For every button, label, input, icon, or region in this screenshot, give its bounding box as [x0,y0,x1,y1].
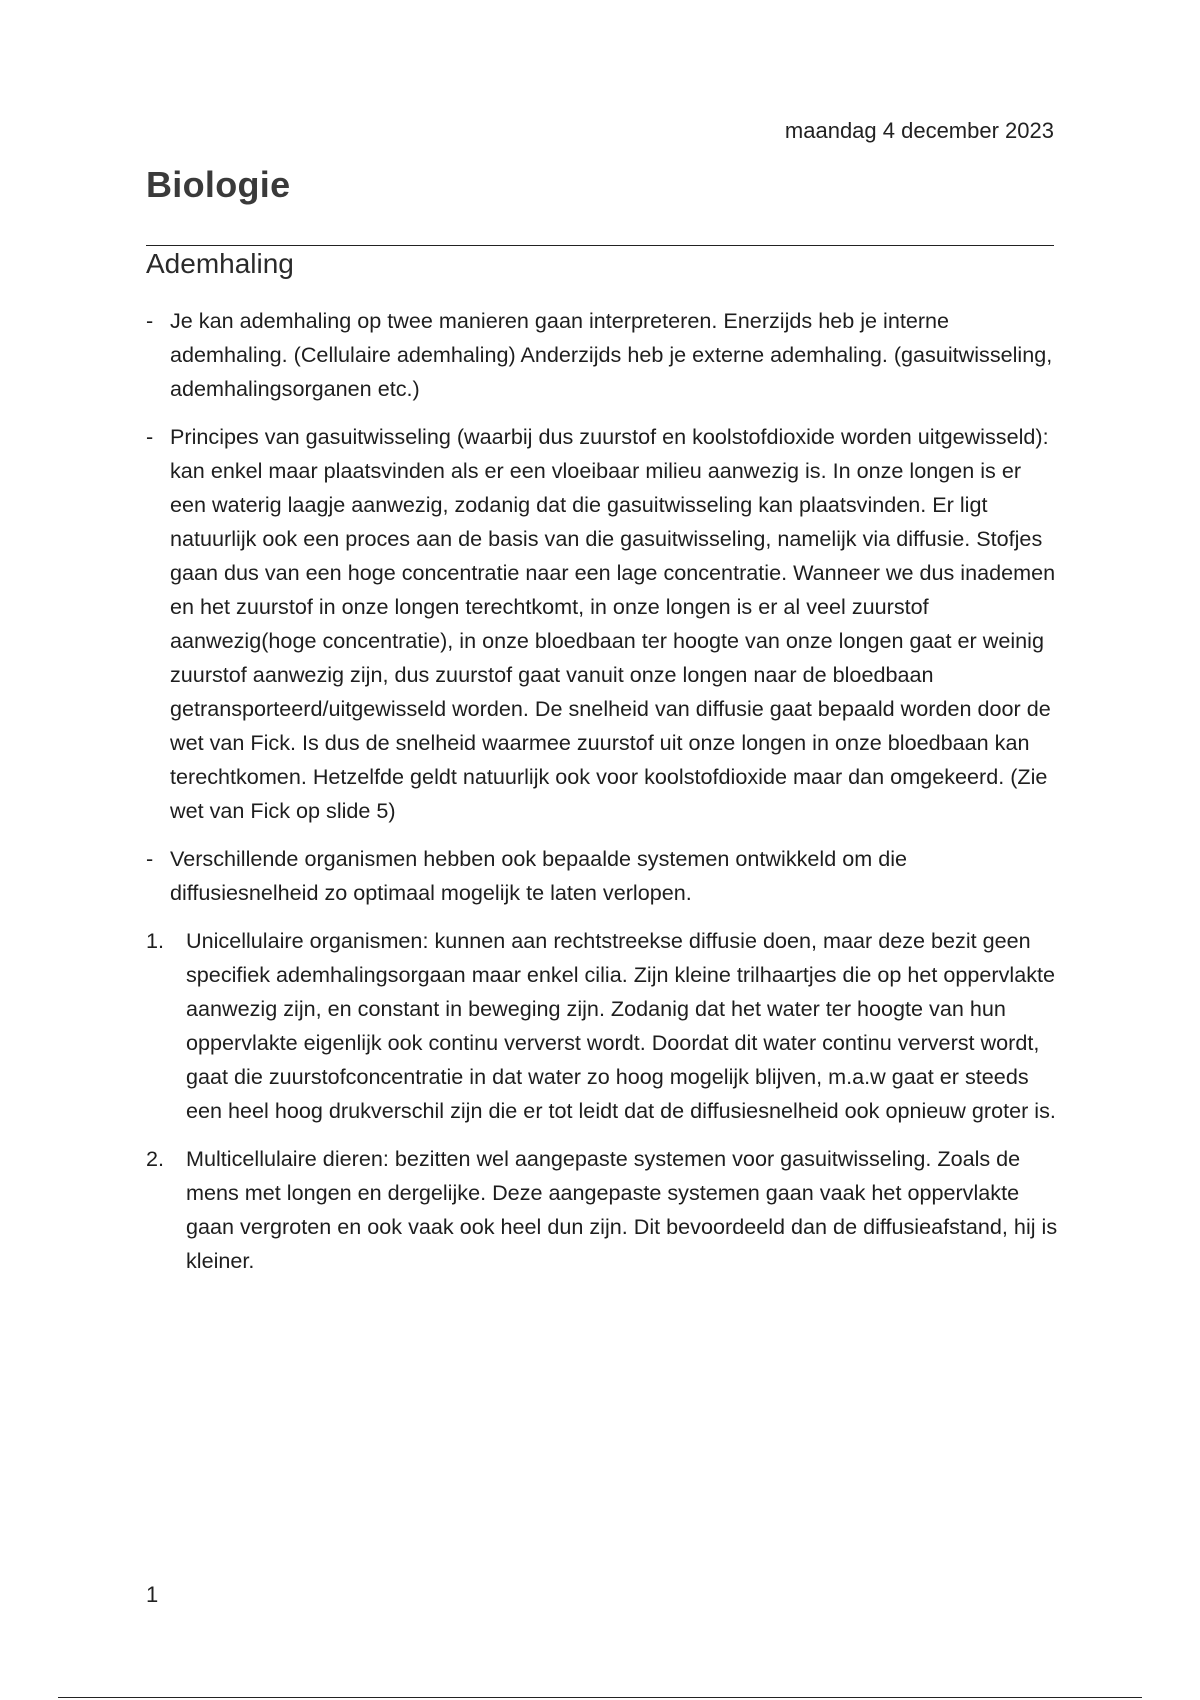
footer-divider [58,1697,1142,1698]
bullet-item [146,304,1058,406]
numbered-text: Multicellulaire dieren: bezitten wel aangepaste systemen voor gasuitwisseling. Zoals de mens met longen en dergelijke. Deze aangepaste systemen gaan vaak het oppervlakte gaan vergroten en ook vaak ook heel dun zijn. Dit bevoordeeld dan de diffusieafstand, hij is kleiner. [186,1146,1058,1273]
bullet-text: Principes van gasuitwisseling (waarbij dus zuurstof en koolstofdioxide worden uitgewisseld): kan enkel maar plaatsvinden als er een vloeibaar milieu aanwezig is. In onze longen is er een waterig laagje aanwezig, zodanig dat die gasuitwisseling kan plaatsvinden. Er ligt natuurlijk ook een proces aan de basis van die gasuitwisseling, namelijk via diffusie. Stofjes gaan dus van een hoge concentratie naar een lage concentratie. Wanneer we dus inademen en het zuurstof in onze longen terechtkomt, in onze longen is er al veel zuurstof aanwezig(hoge concentratie), in onze bloedbaan ter hoogte van onze longen gaat er weinig zuurstof aanwezig zijn, dus zuurstof gaat vanuit onze longen naar de bloedbaan getransporteerd/uitgewisseld worden. De snelheid van diffusie gaat bepaald worden door de wet van Fick. Is dus de snelheid waarmee zuurstof uit onze longen in onze bloedbaan kan terechtkomen. Hetzelfde geldt natuurlijk ook voor koolstofdioxide maar dan omgekeerd. (Zie wet van Fick op slide 5) [170,424,1056,823]
number-marker: 2. [146,1146,165,1171]
bullet-text: Verschillende organismen hebben ook bepaalde systemen ontwikkeld om die diffusiesnelheid zo optimaal mogelijk te laten verlopen. [170,846,908,905]
document-body [146,304,1058,1292]
bullet-marker: - [146,308,154,333]
numbered-item [146,924,1058,1128]
number-marker: 1. [146,928,165,953]
section-heading: Ademhaling [146,248,294,279]
document-date: maandag 4 december 2023 [784,118,1054,143]
bullet-marker: - [146,424,154,449]
numbered-item [146,1142,1058,1278]
bullet-marker: - [146,846,154,871]
bullet-text: Je kan ademhaling op twee manieren gaan interpreteren. Enerzijds heb je interne ademhaling. (Cellulaire ademhaling) Anderzijds heb je externe ademhaling. (gasuitwisseling, ademhalingsorganen etc.) [170,308,1053,401]
bullet-item [146,842,1058,910]
document-title: Biologie [146,164,291,205]
numbered-text: Unicellulaire organismen: kunnen aan rechtstreekse diffusie doen, maar deze bezit geen specifiek ademhalingsorgaan maar enkel cilia. Zijn kleine trilhaartjes die op het oppervlakte aanwezig zijn, en constant in beweging zijn. Zodanig dat het water ter hoogte van hun oppervlakte eigenlijk ook continu ververst wordt. Doordat dit water continu ververst wordt, gaat die zuurstofconcentratie in dat water zo hoog mogelijk blijven, m.a.w gaat er steeds een heel hoog drukverschil zijn die er tot leidt dat de diffusiesnelheid ook opnieuw groter is. [186,928,1056,1123]
title-divider [146,245,1054,246]
bullet-item [146,420,1058,828]
page-number: 1 [146,1582,159,1607]
